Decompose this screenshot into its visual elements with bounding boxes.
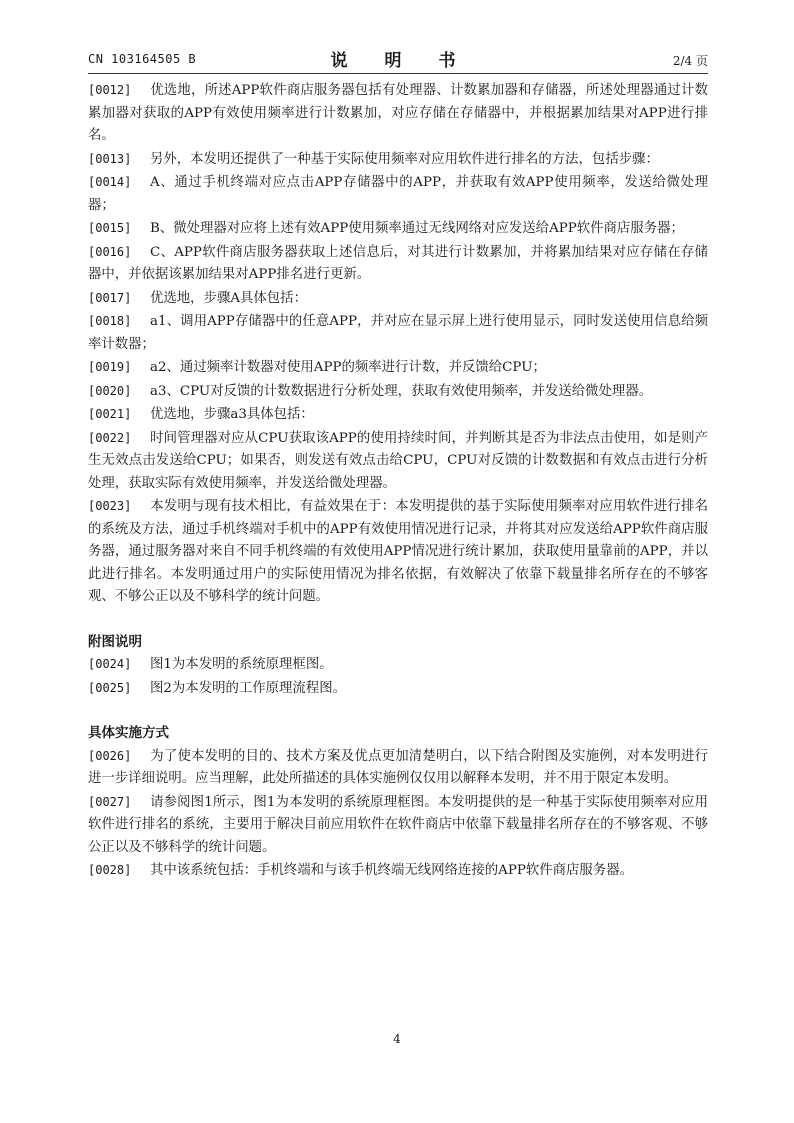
paragraph-number: [0014]: [88, 175, 132, 189]
paragraph-number: [0021]: [88, 407, 132, 421]
paragraph: [88, 79, 708, 148]
paragraph: [88, 403, 708, 427]
paragraph: [88, 217, 708, 241]
paragraph-number: [0023]: [88, 499, 132, 513]
paragraph-number: [0019]: [88, 360, 132, 374]
paragraph-number: [0022]: [88, 430, 132, 445]
paragraph: [88, 148, 708, 172]
paragraph: [88, 495, 708, 609]
paragraph-number: [0024]: [88, 657, 132, 671]
page-header: [88, 46, 708, 72]
paragraph-text: 优选地，步骤A具体包括：: [150, 290, 307, 306]
paragraph: [88, 356, 708, 380]
paragraph-text: 另外，本发明还提供了一种基于实际使用频率对应用软件进行排名的方法，包括步骤：: [150, 151, 659, 167]
paragraph-number: [0015]: [88, 221, 132, 235]
patent-number: CN 103164505 B: [88, 52, 197, 66]
section-spacer: [88, 609, 708, 631]
paragraph: [88, 287, 708, 311]
paragraph: [88, 380, 708, 404]
paragraph: [88, 310, 708, 356]
paragraph: [88, 653, 708, 677]
paragraph: [88, 427, 708, 496]
paragraph-text: 请参阅图1所示，图1为本发明的系统原理框图。本发明提供的是一种基于实际使用频率对应用软件进行排名的系统，主要用于解决目前应用软件在软件商店中依靠下载量排名所存在的不够客观、不够公正以及不够科学的统计问题。: [88, 794, 708, 855]
paragraph-text: 优选地，所述APP软件商店服务器包括有处理器、计数累加器和存储器，所述处理器通过计数累加器对获取的APP有效使用频率进行计数累加，对应存储在存储器中，并根据累加结果对APP进行排名。: [88, 83, 708, 143]
page-number: 4: [393, 1032, 401, 1046]
paragraph: [88, 745, 708, 791]
paragraph-text: 优选地，步骤a3具体包括：: [150, 407, 314, 422]
paragraph-number: [0017]: [88, 290, 132, 305]
paragraph: [88, 677, 708, 701]
page-info: 2/4 页: [672, 54, 708, 68]
paragraph-number: [0016]: [88, 244, 132, 259]
document-body: [88, 79, 708, 883]
section-heading: 附图说明: [88, 633, 142, 650]
paragraph-text: 本发明与现有技术相比，有益效果在于：本发明提供的基于实际使用频率对应用软件进行排名的系统及方法，通过手机终端对手机中的APP有效使用情况进行记录，并将其对应发送给APP软件商店服务器，通过服务器对来自不同手机终端的有效使用APP情况进行统计累加，获取使用量靠前的APP，并以此进行排名。本发明通过用户的实际使用情况为排名依据，有效解决了依靠下载量排名所存在的不够客观、不够公正以及不够科学的统计问题。: [88, 499, 708, 604]
paragraph-text: a3、CPU对反馈的计数数据进行分析处理，获取有效使用频率，并发送给微处理器。: [150, 383, 653, 399]
section-heading: 具体实施方式: [88, 725, 169, 741]
paragraph-number: [0027]: [88, 794, 132, 809]
paragraph-text: B、微处理器对应将上述有效APP使用频率通过无线网络对应发送给APP软件商店服务器；: [150, 221, 684, 236]
paragraph: [88, 241, 708, 287]
paragraph-number: [0026]: [88, 748, 132, 763]
paragraph-text: 图2为本发明的工作原理流程图。: [150, 680, 346, 696]
paragraph-number: [0012]: [88, 83, 132, 97]
section-spacer: [88, 700, 708, 722]
paragraph-number: [0020]: [88, 383, 132, 398]
header-divider: [88, 73, 708, 74]
paragraph-text: C、APP软件商店服务器获取上述信息后，对其进行计数累加，并将累加结果对应存储在存储器中，并依据该累加结果对APP排名进行更新。: [88, 244, 708, 282]
paragraph-text: 时间管理器对应从CPU获取该APP的使用持续时间，并判断其是否为非法点击使用，如是则产生无效点击发送给CPU；如果否，则发送有效点击给CPU，CPU对反馈的计数数据和有效点击进行分析处理，获取实际有效使用频率，并发送给微处理器。: [88, 430, 708, 491]
paragraph-number: [0025]: [88, 680, 132, 695]
paragraph: [88, 859, 708, 883]
paragraph-text: A、通过手机终端对应点击APP存储器中的APP，并获取有效APP使用频率，发送给微处理器；: [88, 175, 708, 213]
paragraph-text: 为了使本发明的目的、技术方案及优点更加清楚明白，以下结合附图及实施例，对本发明进行进一步详细说明。应当理解，此处所描述的具体实施例仅仅用以解释本发明，并不用于限定本发明。: [88, 748, 708, 786]
paragraph-text: 图1为本发明的系统原理框图。: [150, 657, 333, 672]
paragraph-number: [0028]: [88, 863, 132, 877]
paragraph-text: a1、调用APP存储器中的任意APP，并对应在显示屏上进行使用显示，同时发送使用信息给频率计数器；: [88, 314, 708, 352]
paragraph-number: [0018]: [88, 314, 132, 328]
document-title: 说 明 书: [330, 51, 466, 71]
paragraph: [88, 171, 708, 217]
paragraph-number: [0013]: [88, 151, 132, 166]
paragraph-text: a2、通过频率计数器对使用APP的频率进行计数，并反馈给CPU；: [150, 360, 546, 375]
paragraph: [88, 791, 708, 860]
paragraph-text: 其中该系统包括：手机终端和与该手机终端无线网络连接的APP软件商店服务器。: [150, 863, 633, 878]
